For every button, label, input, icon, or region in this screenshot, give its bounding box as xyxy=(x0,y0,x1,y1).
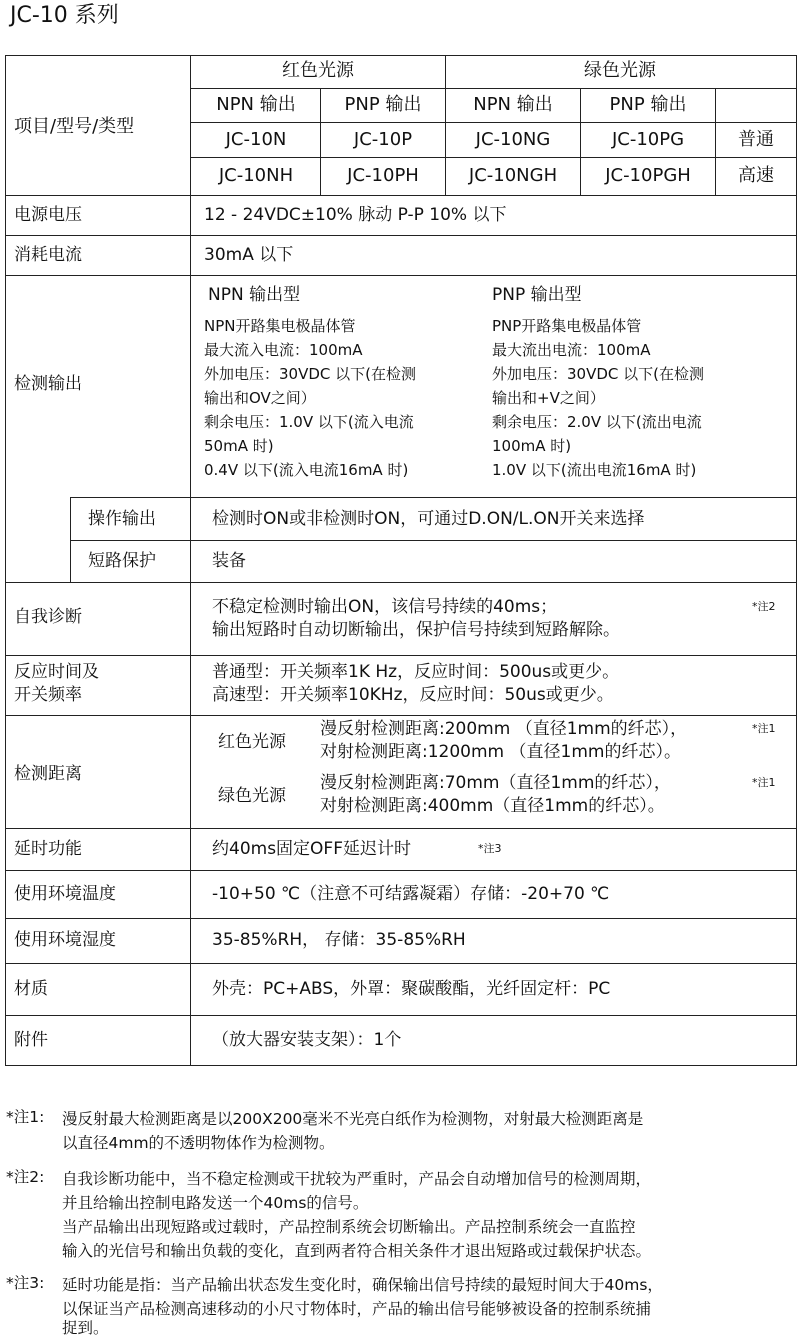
table-border-bottom xyxy=(5,1065,796,1066)
pnp-output-header: PNP 输出 xyxy=(609,94,687,115)
npn-output-header: NPN 输出 xyxy=(473,94,553,115)
table-line xyxy=(5,870,796,871)
note-marker: *注2 xyxy=(752,600,776,613)
pnp-type-heading: PNP 输出型 xyxy=(492,285,582,305)
row-value: 12 - 24VDC±10% 脉动 P-P 10% 以下 xyxy=(204,205,507,225)
table-line xyxy=(5,828,796,829)
model-cell: JC-10P xyxy=(353,129,413,150)
footnote-label: *注1: xyxy=(6,1108,45,1126)
footnote-line: 输入的光信号和输出负载的变化，直到两者符合相关条件才退出短路或过载保护状态。 xyxy=(62,1242,652,1260)
spec-line: 剩余电压：2.0V 以下(流出电流 xyxy=(492,413,702,431)
footnote-label: *注2: xyxy=(6,1168,45,1186)
model-cell: JC-10PGH xyxy=(605,165,691,186)
page-title: JC-10 系列 xyxy=(10,3,119,28)
note-marker: *注1 xyxy=(752,722,776,735)
table-border-right xyxy=(796,55,797,1066)
row-value: 检测时ON或非检测时ON，可通过D.ON/L.ON开关来选择 xyxy=(212,509,645,529)
note-marker: *注1 xyxy=(752,776,776,789)
table-line xyxy=(5,582,796,583)
footnote-line: 自我诊断功能中，当不稳定检测或干扰较为严重时，产品会自动增加信号的检测周期， xyxy=(62,1170,652,1188)
spec-line: 外加电压：30VDC 以下(在检测 xyxy=(204,365,416,383)
table-line xyxy=(715,88,716,196)
npn-output-header: NPN 输出 xyxy=(216,94,296,115)
table-line xyxy=(5,235,796,236)
table-line xyxy=(5,275,796,276)
row-label: 延时功能 xyxy=(14,839,82,859)
pnp-output-header: PNP 输出 xyxy=(344,94,422,115)
table-line xyxy=(190,157,796,158)
table-line xyxy=(5,1015,796,1016)
spec-line: 不稳定检测时输出ON，该信号持续的40ms； xyxy=(212,597,558,617)
spec-line: 高速型：开关频率10KHz，反应时间：50us或更少。 xyxy=(212,685,614,705)
type-cell: 高速 xyxy=(738,165,774,186)
spec-line: 漫反射检测距离:70mm（直径1mm的纤芯）， xyxy=(320,773,671,793)
row-label: 检测距离 xyxy=(14,764,82,784)
row-value: -10+50 ℃（注意不可结露凝霜）存储：-20+70 ℃ xyxy=(212,884,610,904)
spec-line: 50mA 时) xyxy=(204,437,274,455)
row-label: 电源电压 xyxy=(14,205,82,225)
row-label: 自我诊断 xyxy=(14,607,82,627)
table-line xyxy=(5,655,796,656)
red-source-header: 红色光源 xyxy=(282,60,354,81)
row-value: （放大器安装支架）：1个 xyxy=(212,1030,402,1050)
row-label: 附件 xyxy=(14,1030,48,1050)
green-source-header: 绿色光源 xyxy=(584,60,656,81)
footnote-line: 捉到。 xyxy=(62,1319,109,1337)
model-cell: JC-10NGH xyxy=(468,165,558,186)
spec-line: 输出和OV之间） xyxy=(204,389,316,407)
table-line xyxy=(5,195,796,196)
footnote-label: *注3: xyxy=(6,1274,45,1292)
npn-type-heading: NPN 输出型 xyxy=(208,285,301,305)
row-label: 消耗电流 xyxy=(14,245,82,265)
row-value: 外壳：PC+ABS，外罩：聚碳酸酯，光纤固定杆：PC xyxy=(212,979,611,999)
table-line xyxy=(190,122,796,123)
green-source-label: 绿色光源 xyxy=(218,786,286,806)
spec-line: PNP开路集电极晶体管 xyxy=(492,317,642,335)
spec-line: NPN开路集电极晶体管 xyxy=(204,317,356,335)
row-label: 开关频率 xyxy=(14,685,82,705)
footnote-line: 延时功能是指：当产品输出状态发生变化时，确保输出信号持续的最短时间大于40ms， xyxy=(62,1276,663,1294)
table-line xyxy=(190,88,796,89)
spec-line: 漫反射检测距离:200mm （直径1mm的纤芯）， xyxy=(320,719,688,739)
spec-line: 外加电压：30VDC 以下(在检测 xyxy=(492,365,704,383)
table-line xyxy=(580,88,581,196)
table-line xyxy=(5,918,796,919)
table-line xyxy=(445,55,446,196)
spec-line: 对射检测距离:400mm（直径1mm的纤芯）。 xyxy=(320,796,665,816)
row-value: 装备 xyxy=(212,551,246,571)
model-cell: JC-10NG xyxy=(475,129,551,150)
footnote-line: 并且给输出控制电路发送一个40ms的信号。 xyxy=(62,1194,369,1212)
row-value: 约40ms固定OFF延迟计时 xyxy=(212,839,411,859)
row-label: 使用环境湿度 xyxy=(14,930,116,950)
spec-line: 输出和+V之间） xyxy=(492,389,605,407)
item-header: 项目/型号/类型 xyxy=(14,116,135,137)
table-border-left xyxy=(5,55,6,1066)
red-source-label: 红色光源 xyxy=(218,732,286,752)
spec-line: 100mA 时) xyxy=(492,437,572,455)
table-line xyxy=(190,55,191,1066)
spec-line: 输出短路时自动切断输出，保护信号持续到短路解除。 xyxy=(212,620,620,640)
row-label: 材质 xyxy=(14,979,48,999)
table-line xyxy=(70,540,796,541)
row-label: 检测输出 xyxy=(14,374,82,394)
spec-line: 0.4V 以下(流入电流16mA 时) xyxy=(204,461,409,479)
table-line xyxy=(5,963,796,964)
model-cell: JC-10PH xyxy=(347,165,419,186)
table-line xyxy=(70,497,71,583)
row-label: 操作输出 xyxy=(88,509,156,529)
spec-line: 最大流入电流：100mA xyxy=(204,341,363,359)
model-cell: JC-10NH xyxy=(218,165,294,186)
footnote-line: 以保证当产品检测高速移动的小尺寸物体时，产品的输出信号能够被设备的控制系统捕 xyxy=(62,1300,652,1318)
table-line xyxy=(70,497,796,498)
note-marker: *注3 xyxy=(478,842,502,855)
row-value: 30mA 以下 xyxy=(204,245,294,265)
row-label: 使用环境温度 xyxy=(14,884,116,904)
table-border-top xyxy=(5,55,796,56)
spec-line: 1.0V 以下(流出电流16mA 时) xyxy=(492,461,697,479)
spec-line: 剩余电压：1.0V 以下(流入电流 xyxy=(204,413,414,431)
spec-line: 普通型：开关频率1K Hz，反应时间：500us或更少。 xyxy=(212,662,620,682)
footnote-line: 漫反射最大检测距离是以200X200毫米不光亮白纸作为检测物，对射最大检测距离是 xyxy=(62,1110,644,1128)
table-line xyxy=(320,88,321,196)
spec-line: 最大流出电流：100mA xyxy=(492,341,651,359)
model-cell: JC-10N xyxy=(225,129,287,150)
spec-line: 对射检测距离:1200mm （直径1mm的纤芯）。 xyxy=(320,742,681,762)
type-cell: 普通 xyxy=(738,129,774,150)
row-value: 35-85%RH， 存储：35-85%RH xyxy=(212,930,466,950)
footnote-line: 以直径4mm的不透明物体作为检测物。 xyxy=(62,1134,335,1152)
table-line xyxy=(5,715,796,716)
footnote-line: 当产品输出出现短路或过载时，产品控制系统会切断输出。产品控制系统会一直监控 xyxy=(62,1218,636,1236)
row-label: 短路保护 xyxy=(88,551,156,571)
model-cell: JC-10PG xyxy=(611,129,685,150)
row-label: 反应时间及 xyxy=(14,662,99,682)
